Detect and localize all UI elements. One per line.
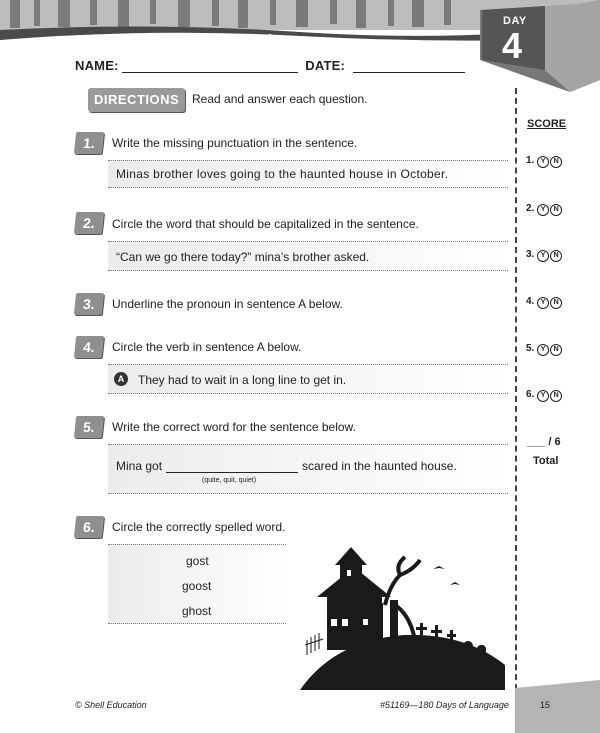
score-item-1 (526, 155, 562, 168)
question-4-prompt: Circle the verb in sentence A below. (112, 340, 302, 354)
question-5-number: 5. (74, 416, 104, 438)
score-yes-2[interactable]: Y (537, 204, 549, 216)
score-item-4-label: 4. (526, 296, 535, 307)
word-option-goost[interactable]: goost (182, 579, 212, 593)
footer-title: #51169—180 Days of Language (380, 700, 509, 710)
question-2-answer-box[interactable] (108, 241, 508, 271)
score-no-1[interactable]: N (550, 156, 562, 168)
day-tab (470, 0, 600, 100)
question-1-prompt: Write the missing punctuation in the sentence. (112, 136, 358, 150)
question-4-number: 4. (74, 336, 104, 358)
score-item-6-label: 6. (526, 389, 535, 400)
question-5-answer-box (108, 444, 508, 494)
score-yes-6[interactable]: Y (537, 390, 549, 402)
day-number: 4 (502, 25, 523, 66)
score-item-1-label: 1. (526, 155, 535, 166)
word-option-ghost[interactable]: ghost (182, 604, 212, 618)
question-1-answer-box[interactable] (108, 160, 508, 188)
question-6-word-box (108, 544, 286, 624)
score-item-4 (526, 296, 562, 309)
score-item-5-label: 5. (526, 343, 535, 354)
score-item-6 (526, 389, 562, 402)
directions-text: Read and answer each question. (192, 92, 368, 106)
date-label: DATE: (305, 58, 345, 73)
question-6-number: 6. (74, 516, 104, 538)
date-field[interactable] (353, 60, 465, 73)
score-title: SCORE (527, 118, 567, 130)
score-no-4[interactable]: N (550, 297, 562, 309)
score-no-6[interactable]: N (550, 390, 562, 402)
name-field[interactable] (122, 60, 298, 73)
day-label: DAY (503, 15, 527, 27)
question-1-number: 1. (74, 132, 104, 154)
score-item-2-label: 2. (526, 203, 535, 214)
question-2-number: 2. (74, 212, 104, 234)
page-number: 15 (540, 700, 551, 710)
question-2-prompt: Circle the word that should be capitalized in the sentence. (112, 217, 419, 231)
score-no-2[interactable]: N (550, 204, 562, 216)
score-yes-1[interactable]: Y (537, 156, 549, 168)
question-5-blank[interactable] (166, 472, 298, 473)
question-4-sentence: They had to wait in a long line to get in. (138, 373, 347, 387)
sentence-a-marker: A (114, 372, 128, 386)
word-option-gost[interactable]: gost (186, 554, 209, 568)
score-item-2 (526, 203, 562, 216)
score-yes-3[interactable]: Y (537, 250, 549, 262)
question-4-answer-box[interactable] (108, 364, 508, 394)
score-no-3[interactable]: N (550, 250, 562, 262)
question-5-choices: (quite, quit, quiet) (202, 477, 257, 484)
score-no-5[interactable]: N (550, 344, 562, 356)
page-corner (515, 680, 600, 733)
score-yes-5[interactable]: Y (537, 344, 549, 356)
question-3-number: 3. (74, 293, 104, 315)
score-item-3-label: 3. (526, 249, 535, 260)
question-5-prompt: Write the correct word for the sentence below. (112, 420, 356, 434)
name-label: NAME: (75, 58, 119, 73)
score-divider (515, 88, 519, 700)
question-5-sentence-end: scared in the haunted house. (302, 459, 457, 473)
footer-copyright: © Shell Education (75, 700, 147, 710)
question-2-sentence: “Can we go there today?” mina’s brother asked. (116, 250, 370, 264)
question-5-sentence-start: Mina got (116, 459, 163, 473)
total-score-line[interactable]: ___ / 6 (527, 436, 561, 448)
directions-badge: DIRECTIONS (88, 88, 185, 112)
question-3-prompt: Underline the pronoun in sentence A below. (112, 297, 343, 311)
question-6-prompt: Circle the correctly spelled word. (112, 520, 286, 534)
score-yes-4[interactable]: Y (537, 297, 549, 309)
haunted-house-illustration (295, 545, 510, 690)
score-item-5 (526, 343, 562, 356)
question-1-sentence: Minas brother loves going to the haunted house in October. (116, 167, 449, 181)
score-item-3 (526, 249, 562, 262)
total-label: Total (533, 455, 559, 467)
name-date-row (75, 58, 465, 73)
